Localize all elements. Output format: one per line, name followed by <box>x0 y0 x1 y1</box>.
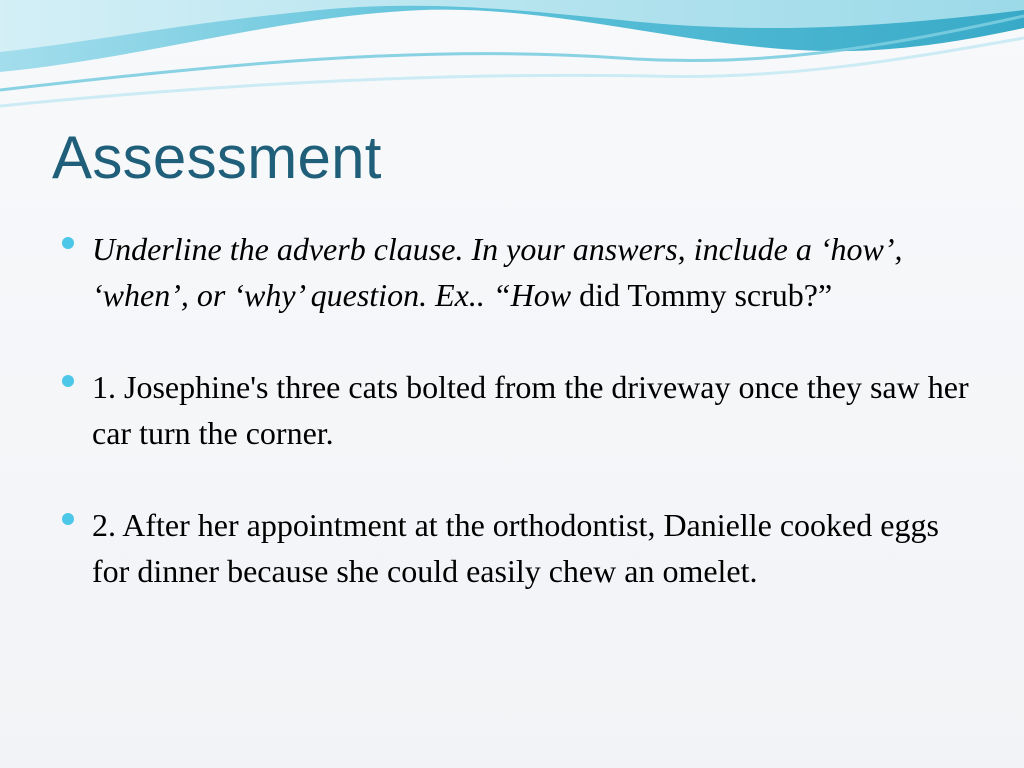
bullet-question-2 <box>62 502 972 594</box>
bullet-text <box>92 226 972 318</box>
instruction-text: Underline the adverb clause. In your answers, include a ‘how’, ‘when’, or ‘why’ question. Ex.. “How <box>92 231 903 313</box>
bullet-list <box>62 226 972 594</box>
example-question-text: did Tommy scrub?” <box>571 277 833 313</box>
bullet-dot-icon <box>62 237 74 249</box>
slide-title: Assessment <box>52 124 382 191</box>
header-wave-decoration <box>0 0 1024 120</box>
question-2-text: 2. After her appointment at the orthodontist, Danielle cooked eggs for dinner because she could easily chew an omelet. <box>92 507 939 589</box>
bullet-instruction <box>62 226 972 318</box>
bullet-dot-icon <box>62 513 74 525</box>
bullet-dot-icon <box>62 375 74 387</box>
question-1-text: 1. Josephine's three cats bolted from the driveway once they saw her car turn the corner. <box>92 369 969 451</box>
bullet-question-1 <box>62 364 972 456</box>
